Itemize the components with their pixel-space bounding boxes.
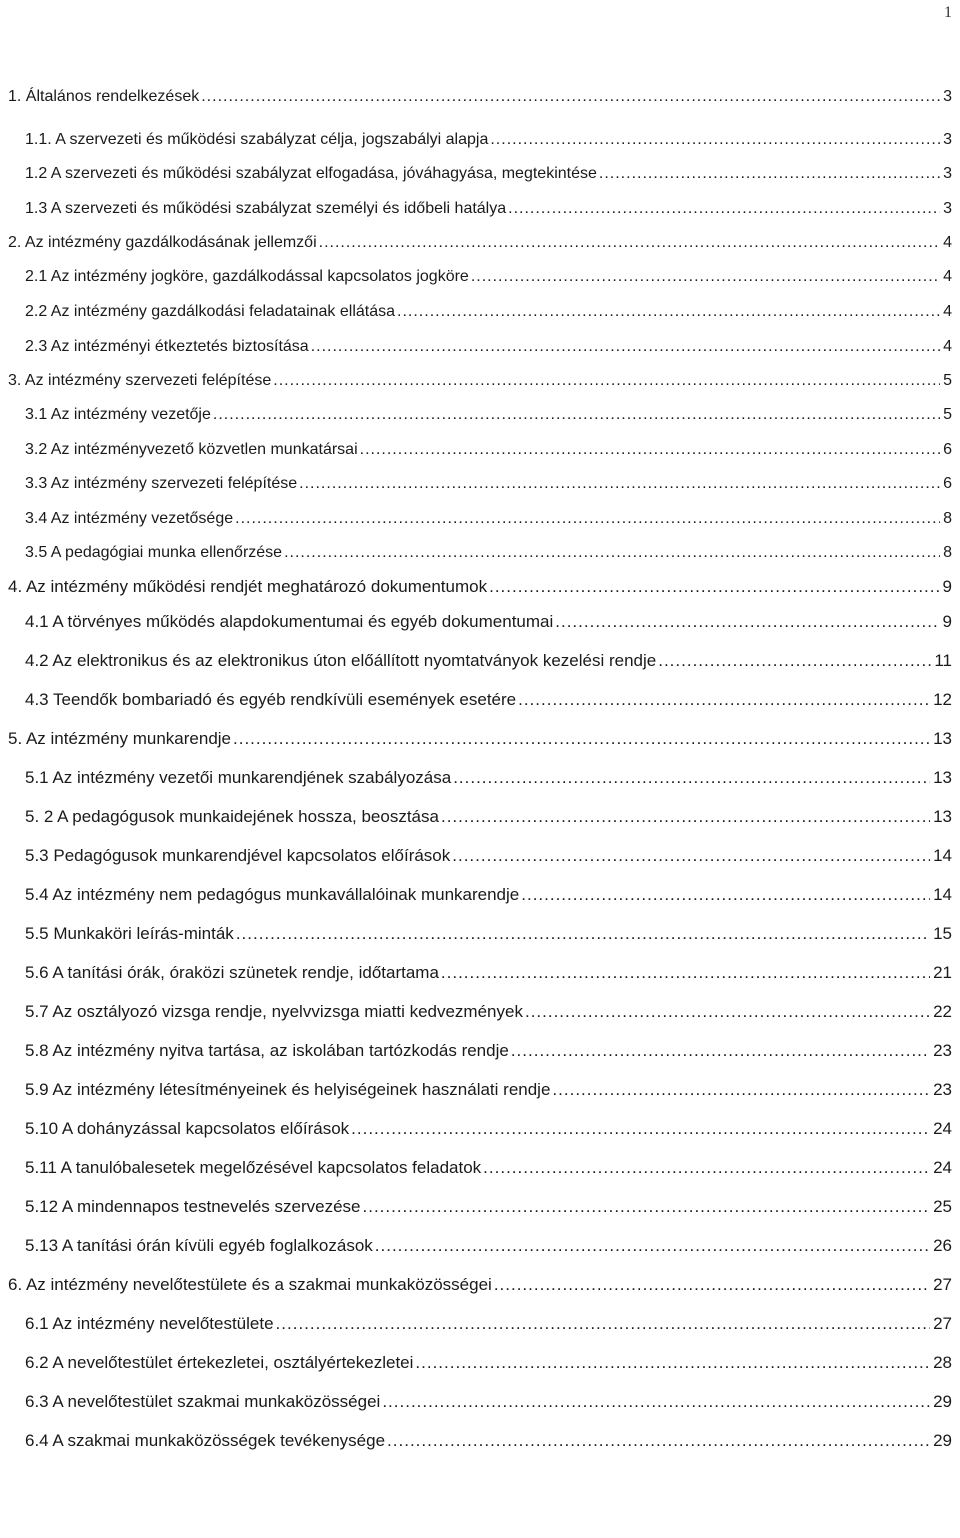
toc-entry-label: 2.2 Az intézmény gazdálkodási feladatainak ellátása	[25, 301, 397, 323]
toc-dot-leader	[235, 508, 940, 530]
toc-entry[interactable]	[25, 400, 952, 426]
toc-entry-page: 4	[940, 232, 952, 254]
toc-entry-label: 1.2 A szervezeti és működési szabályzat elfogadása, jóváhagyása, megtekintése	[25, 163, 599, 185]
toc-entry-label: 5.3 Pedagógusok munkarendjével kapcsolatos előírások	[25, 846, 451, 865]
toc-entry[interactable]	[8, 572, 952, 598]
toc-entry[interactable]	[25, 159, 952, 185]
toc-dot-leader	[213, 404, 940, 426]
toc-entry-page: 12	[930, 689, 952, 711]
toc-entry-label: 3.1 Az intézmény vezetője	[25, 404, 213, 426]
toc-dot-leader	[319, 232, 940, 254]
toc-entry-page: 8	[940, 508, 952, 530]
toc-dot-leader	[387, 1430, 930, 1452]
toc-entry-page: 3	[940, 86, 952, 108]
toc-dot-leader	[494, 1274, 930, 1296]
toc-entry[interactable]	[25, 1231, 952, 1257]
toc-entry-label: 4. Az intézmény működési rendjét meghatározó dokumentumok	[8, 577, 488, 596]
toc-entry-label: 5.9 Az intézmény létesítményeinek és helyiségeinek használati rendje	[25, 1080, 551, 1099]
toc-dot-leader	[201, 86, 940, 108]
toc-entry-page: 5	[940, 370, 952, 392]
toc-entry[interactable]	[8, 82, 952, 108]
toc-entry[interactable]	[25, 332, 952, 358]
toc-entry[interactable]	[8, 366, 952, 392]
toc-entry[interactable]	[25, 1192, 952, 1218]
toc-dot-leader	[397, 301, 940, 323]
toc-entry[interactable]	[25, 685, 952, 711]
toc-entry-page: 24	[930, 1118, 952, 1140]
toc-entry-label: 5.7 Az osztályozó vizsga rendje, nyelvvizsga miatti kedvezmények	[25, 1002, 523, 1021]
toc-entry[interactable]	[25, 262, 952, 288]
toc-entry[interactable]	[25, 997, 952, 1023]
toc-entry-page: 9	[940, 576, 952, 598]
toc-dot-leader	[360, 439, 940, 461]
toc-entry-page: 14	[930, 845, 952, 867]
toc-entry-page: 11	[931, 650, 952, 672]
toc-dot-leader	[658, 650, 931, 672]
toc-dot-leader	[508, 198, 940, 220]
toc-entry[interactable]	[8, 724, 952, 750]
toc-entry-page: 5	[940, 404, 952, 426]
toc-dot-leader	[489, 576, 939, 598]
toc-entry[interactable]	[25, 958, 952, 984]
toc-entry-page: 9	[940, 611, 952, 633]
toc-entry[interactable]	[25, 607, 952, 633]
toc-entry-page: 14	[930, 884, 952, 906]
toc-entry[interactable]	[25, 504, 952, 530]
toc-entry-label: 2.1 Az intézmény jogköre, gazdálkodással kapcsolatos jogköre	[25, 266, 471, 288]
toc-dot-leader	[233, 728, 930, 750]
toc-entry-page: 13	[930, 767, 952, 789]
toc-entry-page: 15	[930, 923, 952, 945]
toc-entry-label: 2. Az intézmény gazdálkodásának jellemzői	[8, 232, 319, 254]
toc-entry-label: 3.4 Az intézmény vezetősége	[25, 508, 235, 530]
toc-entry[interactable]	[25, 763, 952, 789]
toc-entry-page: 23	[930, 1079, 952, 1101]
toc-entry-label: 4.2 Az elektronikus és az elektronikus úton előállított nyomtatványok kezelési rendje	[25, 651, 657, 670]
toc-entry-label: 3.5 A pedagógiai munka ellenőrzése	[25, 542, 284, 564]
toc-entry[interactable]	[25, 1426, 952, 1452]
toc-entry-label: 3.3 Az intézmény szervezeti felépítése	[25, 473, 299, 495]
toc-entry-page: 8	[940, 542, 952, 564]
toc-entry[interactable]	[25, 646, 952, 672]
toc-entry-label: 5.8 Az intézmény nyitva tartása, az iskolában tartózkodás rendje	[25, 1041, 509, 1060]
toc-entry[interactable]	[8, 228, 952, 254]
toc-entry-label: 3. Az intézmény szervezeti felépítése	[8, 370, 273, 392]
toc-entry[interactable]	[25, 919, 952, 945]
toc-entry[interactable]	[25, 435, 952, 461]
toc-entry-page: 24	[930, 1157, 952, 1179]
toc-entry-page: 13	[930, 806, 952, 828]
toc-entry-label: 1.1. A szervezeti és működési szabályzat célja, jogszabályi alapja	[25, 129, 490, 151]
toc-dot-leader	[511, 1040, 930, 1062]
toc-entry[interactable]	[25, 1387, 952, 1413]
toc-entry-label: 6.2 A nevelőtestület értekezletei, osztályértekezletei	[25, 1353, 414, 1372]
toc-entry-label: 5.5 Munkaköri leírás-minták	[25, 924, 234, 943]
toc-entry-page: 22	[930, 1001, 952, 1023]
toc-dot-leader	[525, 1001, 930, 1023]
toc-entry-page: 25	[930, 1196, 952, 1218]
toc-entry-page: 27	[930, 1313, 952, 1335]
toc-entry-page: 4	[940, 266, 952, 288]
toc-dot-leader	[311, 336, 940, 358]
toc-entry-page: 3	[940, 129, 952, 151]
toc-dot-leader	[518, 689, 930, 711]
toc-entry-label: 6. Az intézmény nevelőtestülete és a szakmai munkaközösségei	[8, 1275, 492, 1294]
toc-dot-leader	[453, 767, 930, 789]
toc-entry-page: 28	[930, 1352, 952, 1374]
toc-entry[interactable]	[25, 1036, 952, 1062]
toc-entry[interactable]	[25, 538, 952, 564]
toc-dot-leader	[415, 1352, 930, 1374]
toc-dot-leader	[276, 1313, 931, 1335]
toc-entry-label: 4.3 Teendők bombariadó és egyéb rendkívüli események esetére	[25, 690, 517, 709]
toc-entry-page: 4	[940, 301, 952, 323]
toc-dot-leader	[599, 163, 940, 185]
toc-entry[interactable]	[25, 1309, 952, 1335]
toc-entry-page: 6	[940, 439, 952, 461]
toc-entry[interactable]	[25, 469, 952, 495]
toc-entry[interactable]	[25, 841, 952, 867]
toc-dot-leader	[552, 1079, 930, 1101]
toc-entry[interactable]	[25, 125, 952, 151]
toc-entry[interactable]	[25, 194, 952, 220]
toc-dot-leader	[375, 1235, 930, 1257]
toc-entry[interactable]	[25, 880, 952, 906]
toc-entry-label: 6.1 Az intézmény nevelőtestülete	[25, 1314, 274, 1333]
toc-entry-label: 5. 2 A pedagógusok munkaidejének hossza, beosztása	[25, 807, 439, 826]
toc-entry-label: 3.2 Az intézményvezető közvetlen munkatársai	[25, 439, 360, 461]
toc-entry-label: 1. Általános rendelkezések	[8, 86, 201, 108]
toc-dot-leader	[273, 370, 940, 392]
toc-dot-leader	[555, 611, 939, 633]
toc-dot-leader	[521, 884, 930, 906]
toc-entry-page: 26	[930, 1235, 952, 1257]
toc-entry[interactable]	[8, 1270, 952, 1296]
page-number: 1	[944, 4, 952, 21]
toc-entry-page: 3	[940, 163, 952, 185]
toc-entry-page: 21	[930, 962, 952, 984]
toc-entry-label: 6.4 A szakmai munkaközösségek tevékenysége	[25, 1431, 386, 1450]
toc-dot-leader	[483, 1157, 930, 1179]
toc-entry-page: 13	[930, 728, 952, 750]
toc-entry-label: 5.11 A tanulóbalesetek megelőzésével kapcsolatos feladatok	[25, 1158, 482, 1177]
toc-dot-leader	[236, 923, 930, 945]
toc-entry[interactable]	[25, 1114, 952, 1140]
toc-dot-leader	[441, 806, 930, 828]
toc-entry-page: 29	[930, 1391, 952, 1413]
toc-entry-page: 4	[940, 336, 952, 358]
toc-entry-label: 4.1 A törvényes működés alapdokumentumai és egyéb dokumentumai	[25, 612, 554, 631]
toc-entry-page: 29	[930, 1430, 952, 1452]
toc-dot-leader	[452, 845, 930, 867]
toc-entry-label: 2.3 Az intézményi étkeztetés biztosítása	[25, 336, 311, 358]
toc-entry[interactable]	[25, 297, 952, 323]
toc-entry[interactable]	[25, 802, 952, 828]
toc-entry[interactable]	[25, 1153, 952, 1179]
toc-entry-label: 1.3 A szervezeti és működési szabályzat személyi és időbeli hatálya	[25, 198, 508, 220]
toc-entry-page: 27	[930, 1274, 952, 1296]
toc-entry-label: 6.3 A nevelőtestület szakmai munkaközösségei	[25, 1392, 381, 1411]
toc-dot-leader	[490, 129, 940, 151]
toc-dot-leader	[351, 1118, 930, 1140]
toc-dot-leader	[363, 1196, 931, 1218]
toc-entry-label: 5.1 Az intézmény vezetői munkarendjének szabályozása	[25, 768, 452, 787]
toc-dot-leader	[382, 1391, 930, 1413]
toc-entry[interactable]	[25, 1348, 952, 1374]
toc-entry-page: 3	[940, 198, 952, 220]
toc-entry-label: 5.4 Az intézmény nem pedagógus munkavállalóinak munkarendje	[25, 885, 520, 904]
toc-dot-leader	[284, 542, 940, 564]
toc-entry-page: 6	[940, 473, 952, 495]
toc-entry[interactable]	[25, 1075, 952, 1101]
toc-dot-leader	[471, 266, 940, 288]
toc-entry-label: 5. Az intézmény munkarendje	[8, 729, 232, 748]
toc-entry-label: 5.12 A mindennapos testnevelés szervezése	[25, 1197, 361, 1216]
toc-entry-label: 5.10 A dohányzással kapcsolatos előírások	[25, 1119, 350, 1138]
toc-dot-leader	[441, 962, 930, 984]
toc-entry-page: 23	[930, 1040, 952, 1062]
toc-entry-label: 5.13 A tanítási órán kívüli egyéb foglalkozások	[25, 1236, 373, 1255]
toc-entry-label: 5.6 A tanítási órák, óraközi szünetek rendje, időtartama	[25, 963, 439, 982]
toc-dot-leader	[299, 473, 940, 495]
